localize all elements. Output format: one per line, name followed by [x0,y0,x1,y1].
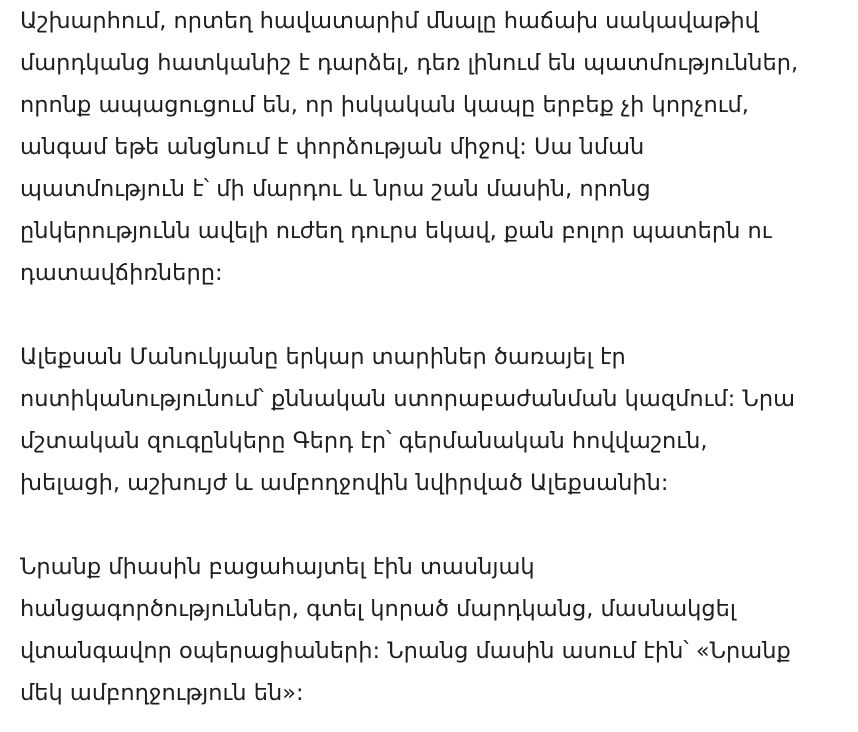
paragraph-1-line-3: որոնք ապացուցում են, որ իսկական կապը երբեք չի կորչում, [20,92,749,118]
paragraph-1-line-4: անգամ եթե անցնում է փորձության միջով: Սա նման [20,134,645,160]
paragraph-3-line-2: հանցագործություններ, գտել կորած մարդկանց, մասնակցել [20,596,737,622]
paragraph-3-line-3: վտանգավոր օպերացիաների: Նրանց մասին ասում էին՝ «Նրանք [20,638,791,664]
paragraph-1-line-2: մարդկանց հատկանիշ է դարձել, դեռ լինում են պատմություններ, [20,50,799,76]
paragraph-3 [20,546,858,714]
paragraph-2-line-1: Ալեքսան Մանուկյանը երկար տարիներ ծառայել էր [20,344,626,370]
paragraph-3-line-1: Նրանք միասին բացահայտել էին տասնյակ [20,554,535,580]
paragraph-2-line-3: մշտական զուգընկերը Գերդ էր՝ գերմանական հովվաշուն, [20,428,708,454]
paragraph-2-line-2: ոստիկանությունում՝ քննական ստորաբաժանման կազմում: Նրա [20,386,796,412]
paragraph-3-line-4: մեկ ամբողջություն են»: [20,680,304,706]
paragraph-1-line-5: պատմություն է՝ մի մարդու և նրա շան մասին, որոնց [20,176,651,202]
paragraph-1-line-1: Աշխարհում, որտեղ հավատարիմ մնալը հաճախ սակավաթիվ [20,8,759,34]
paragraph-2 [20,336,858,504]
paragraph-1-line-6: ընկերությունն ավելի ուժեղ դուրս եկավ, քան բոլոր պատերն ու [20,218,772,244]
paragraph-1-line-7: դատավճիռները: [20,260,223,286]
paragraph-2-line-4: խելացի, աշխույժ և ամբողջովին նվիրված Ալեքսանին: [20,470,669,496]
paragraph-1 [20,0,858,294]
